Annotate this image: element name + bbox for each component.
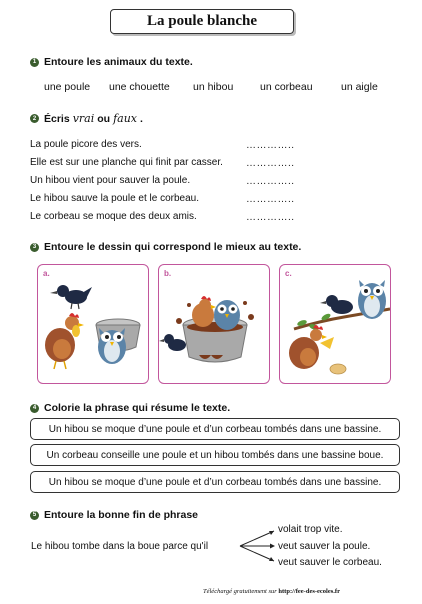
- q4-number-badge: 4: [30, 404, 39, 413]
- picture-a-illustration: [38, 265, 149, 384]
- q5-number-badge: 5: [30, 511, 39, 520]
- picture-c[interactable]: [279, 264, 391, 384]
- hen-icon: [289, 325, 334, 369]
- q3-instruction: Entoure le dessin qui correspond le mieux au texte.: [44, 241, 302, 253]
- tf-sentence: La poule picore des vers.: [30, 139, 142, 150]
- crow-icon: [159, 334, 186, 351]
- q3-heading: [30, 241, 301, 253]
- ending-option[interactable]: veut sauver la poule.: [278, 541, 371, 552]
- picture-label: b.: [164, 269, 172, 278]
- answer-blank[interactable]: …………..: [246, 194, 295, 205]
- answer-blank[interactable]: …………..: [246, 176, 295, 187]
- word-faux: faux: [113, 112, 137, 125]
- animal-word[interactable]: un hibou: [193, 81, 234, 93]
- q2-heading: 2 Écris vrai ou faux .: [30, 112, 143, 125]
- q3-number-badge: 3: [30, 243, 39, 252]
- q5-instruction: Entoure la bonne fin de phrase: [44, 509, 199, 521]
- crow-icon: [320, 295, 353, 314]
- branching-arrows-icon: [238, 528, 278, 564]
- ending-option[interactable]: volait trop vite.: [278, 524, 343, 535]
- tf-sentence: Le hibou sauve la poule et le corbeau.: [30, 193, 200, 204]
- tf-sentence: Elle est sur une planche qui finit par casser.: [30, 157, 223, 168]
- owl-icon: [214, 300, 240, 330]
- word-vrai: vrai: [72, 112, 95, 125]
- q1-number-badge: 1: [30, 58, 39, 67]
- picture-b[interactable]: [158, 264, 270, 384]
- q5-heading: [30, 509, 198, 521]
- crow-icon: [50, 285, 92, 309]
- picture-a[interactable]: [37, 264, 149, 384]
- answer-blank[interactable]: …………..: [246, 158, 295, 169]
- owl-icon: [358, 280, 386, 319]
- ending-option[interactable]: veut sauver le corbeau.: [278, 557, 382, 568]
- sentence-stem: Le hibou tombe dans la boue parce qu'il: [31, 541, 209, 552]
- answer-blank[interactable]: …………..: [246, 140, 295, 151]
- q1-heading: [30, 56, 193, 68]
- owl-icon: [98, 328, 126, 364]
- picture-b-illustration: [159, 265, 270, 384]
- bread-icon: [330, 364, 346, 374]
- page-title: [110, 9, 294, 34]
- summary-phrase-option[interactable]: Un hibou se moque d’une poule et d’un corbeau tombés dans une bassine.: [30, 418, 400, 440]
- animal-word[interactable]: un corbeau: [260, 81, 313, 93]
- footer-url[interactable]: http://fee-des-ecoles.fr: [278, 588, 340, 595]
- answer-blank[interactable]: …………..: [246, 212, 295, 223]
- tf-sentence: Un hibou vient pour sauver la poule.: [30, 175, 191, 186]
- page-title-text: La poule blanche: [146, 13, 258, 29]
- animal-word[interactable]: un aigle: [341, 81, 378, 93]
- q4-instruction: Colorie la phrase qui résume le texte.: [44, 402, 231, 414]
- picture-label: c.: [285, 269, 292, 278]
- picture-label: a.: [43, 269, 50, 278]
- footer: [203, 588, 340, 595]
- tf-sentence: Le corbeau se moque des deux amis.: [30, 211, 197, 222]
- picture-c-illustration: [280, 265, 391, 384]
- q2-number-badge: 2: [30, 114, 39, 123]
- summary-phrase-option[interactable]: Un corbeau conseille une poule et un hibou tombés dans une bassine boue.: [30, 444, 400, 466]
- hen-icon: [45, 313, 84, 369]
- footer-prefix: Téléchargé gratuitement sur: [203, 588, 277, 595]
- summary-phrase-option[interactable]: Un hibou se moque d’une poule et d’un corbeau tombés dans une bassine.: [30, 471, 400, 493]
- animal-word[interactable]: une poule: [44, 81, 91, 93]
- q4-heading: [30, 402, 230, 414]
- q1-instruction: Entoure les animaux du texte.: [44, 56, 193, 68]
- animal-word[interactable]: une chouette: [109, 81, 170, 93]
